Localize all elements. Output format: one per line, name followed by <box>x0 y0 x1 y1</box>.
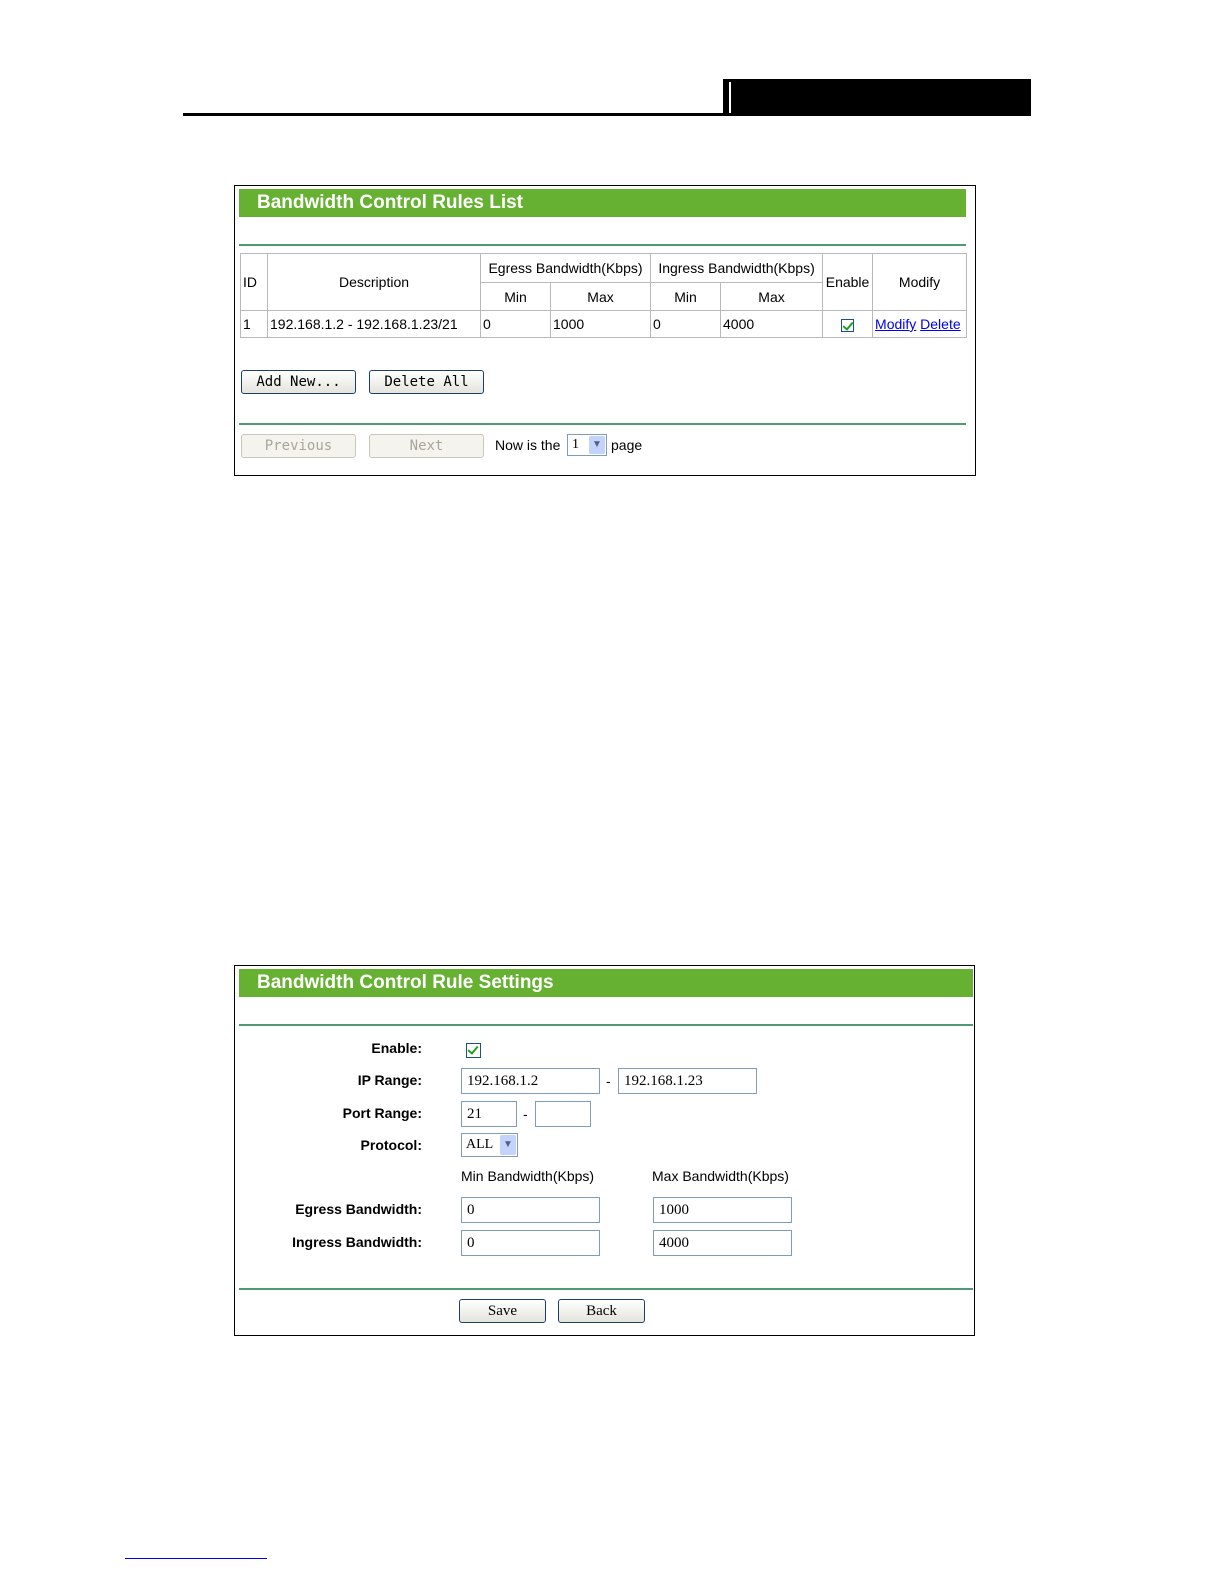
header-modify: Modify <box>873 254 967 311</box>
protocol-select[interactable] <box>461 1133 518 1157</box>
enable-label: Enable: <box>371 1040 422 1056</box>
delete-link[interactable]: Delete <box>920 316 961 332</box>
header-id: ID <box>241 254 268 311</box>
row-egress-max: 1000 <box>551 311 651 338</box>
rules-table <box>240 253 967 338</box>
row-enable-checkbox[interactable] <box>841 319 854 332</box>
header-ingress: Ingress Bandwidth(Kbps) <box>651 254 823 283</box>
rules-list-panel <box>234 185 976 476</box>
page-select-value: 1 <box>572 437 579 452</box>
min-bandwidth-header: Min Bandwidth(Kbps) <box>461 1168 595 1184</box>
next-button[interactable]: Next <box>369 434 484 458</box>
save-button[interactable]: Save <box>459 1299 546 1323</box>
ingress-min-field[interactable]: 0 <box>461 1230 600 1256</box>
header-ingress-min: Min <box>651 283 721 311</box>
rules-list-title: Bandwidth Control Rules List <box>239 189 966 217</box>
header-egress-min: Min <box>481 283 551 311</box>
header-egress: Egress Bandwidth(Kbps) <box>481 254 651 283</box>
row-description: 192.168.1.2 - 192.168.1.23/21 <box>268 311 481 338</box>
divider-top <box>239 244 966 246</box>
ip-range-separator: - <box>606 1073 611 1089</box>
chevron-down-icon: ▼ <box>500 1135 516 1155</box>
header-ingress-max: Max <box>721 283 823 311</box>
enable-checkbox[interactable] <box>466 1043 481 1058</box>
pager-prefix: Now is the <box>495 437 561 453</box>
ip-end-field[interactable]: 192.168.1.23 <box>618 1068 757 1094</box>
port-range-separator: - <box>523 1106 528 1122</box>
table-row <box>241 311 967 338</box>
footer-link-underline <box>125 1558 267 1559</box>
ingress-label: Ingress Bandwidth: <box>292 1234 422 1250</box>
divider-bottom <box>239 423 966 425</box>
port-range-label: Port Range: <box>342 1105 422 1121</box>
egress-min-field[interactable]: 0 <box>461 1197 600 1223</box>
protocol-select-value: ALL <box>466 1137 494 1152</box>
port-start-field[interactable]: 21 <box>461 1101 517 1127</box>
egress-label: Egress Bandwidth: <box>295 1201 422 1217</box>
header-egress-max: Max <box>551 283 651 311</box>
max-bandwidth-header: Max Bandwidth(Kbps) <box>652 1168 789 1184</box>
divider-top <box>239 1024 973 1026</box>
divider-bottom <box>239 1288 973 1290</box>
chevron-down-icon: ▼ <box>589 436 605 454</box>
port-end-field[interactable] <box>535 1101 591 1127</box>
ip-range-label: IP Range: <box>357 1072 422 1088</box>
row-egress-min: 0 <box>481 311 551 338</box>
rule-settings-panel <box>234 965 975 1336</box>
back-button[interactable]: Back <box>558 1299 645 1323</box>
header-description: Description <box>268 254 481 311</box>
ingress-max-field[interactable]: 4000 <box>653 1230 792 1256</box>
row-ingress-min: 0 <box>651 311 721 338</box>
pager-suffix: page <box>611 437 643 453</box>
row-actions <box>873 311 967 338</box>
row-ingress-max: 4000 <box>721 311 823 338</box>
header-enable: Enable <box>823 254 873 311</box>
page-select[interactable] <box>567 434 607 456</box>
protocol-label: Protocol: <box>360 1137 422 1153</box>
previous-button[interactable]: Previous <box>241 434 356 458</box>
rule-settings-title: Bandwidth Control Rule Settings <box>239 969 973 997</box>
row-enable-cell <box>823 311 873 338</box>
egress-max-field[interactable]: 1000 <box>653 1197 792 1223</box>
header-black-box <box>723 79 1031 116</box>
modify-link[interactable]: Modify <box>875 316 917 332</box>
delete-all-button[interactable]: Delete All <box>369 370 484 394</box>
row-id: 1 <box>241 311 268 338</box>
ip-start-field[interactable]: 192.168.1.2 <box>461 1068 600 1094</box>
add-new-button[interactable]: Add New... <box>241 370 356 394</box>
